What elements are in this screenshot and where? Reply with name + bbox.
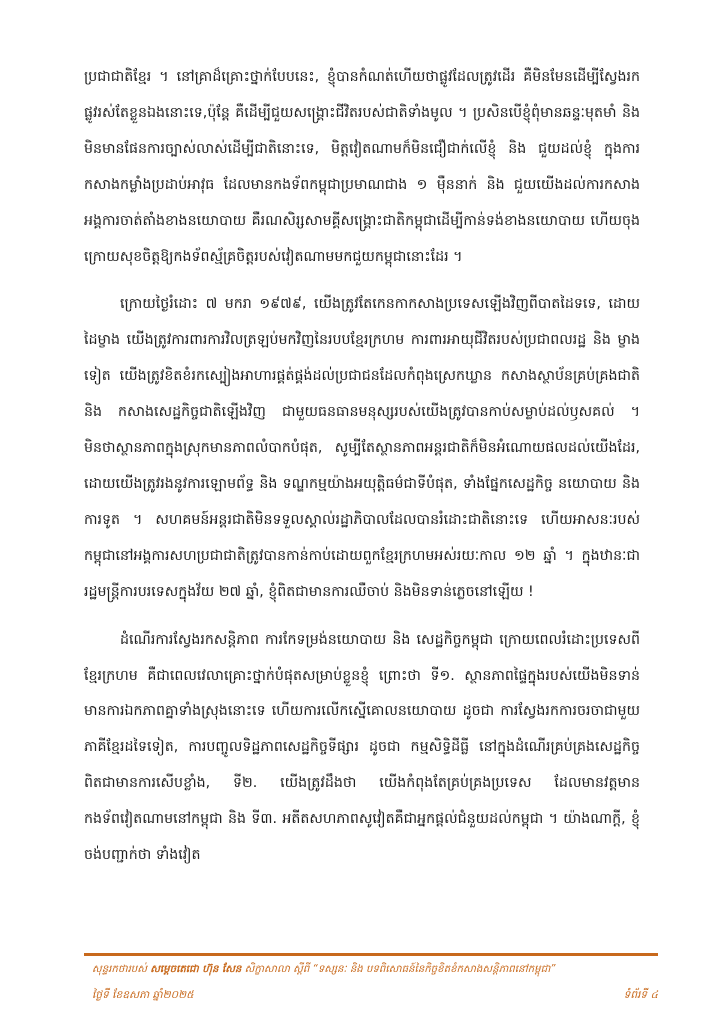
paragraph-3: ដំណើរការស្វែងរកសន្តិភាព ការកែទម្រង់នយោបាយ និង សេដ្ឋកិច្ចកម្ពុជា ក្រោយពេលរំដោះប្រទេសពីខ្មែរក្រហម គឺជាពេលវេលាគ្រោះថ្នាក់បំផុតសម្រាប់ខ្លួនខ្ញុំ ព្រោះថា ទី១. ស្ថានភាពផ្ទៃក្នុងរបស់យើងមិនទាន់មានការឯកភាពគ្នាទាំងស្រុងនោះទេ ហើយការលើកស្នើគោលនយោបាយ ដូចជា ការស្វែងរកការចរចាជាមួយភាគីខ្មែរដទៃទៀត, ការបញ្ចូលទិដ្ឋភាពសេដ្ឋកិច្ចទីផ្សារ ដូចជា កម្មសិទ្ធិដីធ្លី នៅក្នុងដំណើរគ្រប់គ្រងសេដ្ឋកិច្ច ពិតជាមានការសើបខ្លាំង, ទី២. យើងត្រូវដឹងថា យើងកំពុងតែគ្រប់គ្រងប្រទេស ដែលមានវត្តមានកងទ័ពវៀតណាមនៅកម្ពុជា និង ទី៣. អតីតសហភាពសូវៀតគឺជាអ្នកផ្តល់ជំនួយដល់កម្ពុជា ។ យ៉ាងណាក្តី, ខ្ញុំចង់បញ្ជាក់ថា ទាំងវៀត [84, 631, 640, 864]
footer-speaker: សម្តេចតេជោ ហ៊ុន សែន [150, 964, 242, 975]
footer-caption [92, 962, 658, 978]
paragraph-1: ប្រជាជាតិខ្មែរ ។ នៅគ្រាដ៏គ្រោះថ្នាក់បែបនេះ, ខ្ញុំបានកំណត់ហើយថាផ្លូវដែលត្រូវដើរ គឺមិនមែនដើម្បីស្វែងរកផ្លូវរស់តែខ្លួនឯងនោះទេ,ប៉ុន្តែ គឺដើម្បីជួយសង្គ្រោះជីវិតរបស់ជាតិទាំងមូល ។ ប្រសិនបើខ្ញុំពុំមានឆន្ទៈមុតមាំ និងមិនមានផែនការច្បាស់លាស់ដើម្បីជាតិនោះទេ, មិត្តវៀតណាមក៏មិនជឿជាក់លើខ្ញុំ និង ជួយដល់ខ្ញុំ ក្នុងការកសាងកម្លាំងប្រដាប់អាវុធ ដែលមានកងទ័ពកម្ពុជាប្រមាណជាង ១ ម៉ឺននាក់ និង ជួយយើងដល់ការកសាងអង្គការចាត់តាំងខាងនយោបាយ គឺរណសិរ្សសាមគ្គីសង្គ្រោះជាតិកម្ពុជាដើម្បីកាន់ទង់ខាងនយោបាយ ហើយចុងក្រោយសុខចិត្តឱ្យកងទ័ពស្ម័គ្រចិត្តរបស់វៀតណាមមកជួយកម្ពុជានោះដែរ ។ [84, 69, 640, 265]
page-number: ទំព័រទី ៤ [623, 989, 658, 1001]
body-text [84, 60, 640, 886]
footer-divider [84, 953, 658, 956]
footer-meta [92, 986, 658, 1004]
paragraph-2: ក្រោយថ្ងៃរំដោះ ៧ មករា ១៩៧៩, យើងត្រូវតែកេនកាកសាងប្រទេសឡើងវិញពីបាតដៃទទេ, ដោយ ដៃម្ខាង យើងត្រូវការពារការវិលត្រឡប់មកវិញនៃរបបខ្មែរក្រហម ការពារអាយុជីវិតរបស់ប្រជាពលរដ្ឋ និង ម្ខាងទៀត យើងត្រូវខិតខំរកស្បៀងអាហារផ្គត់ផ្គង់ដល់ប្រជាជនដែលកំពុងស្រេកឃ្លាន កសាងស្ថាប័នគ្រប់គ្រងជាតិ និង កសាងសេដ្ឋកិច្ចជាតិឡើងវិញ ជាមួយធនធានមនុស្សរបស់យើងត្រូវបានកាប់សម្លាប់ដល់ឫសគល់ ។ មិនថាស្ថានភាពក្នុងស្រុកមានភាពលំបាកបំផុត, សូម្បីតែស្ថានភាពអន្តរជាតិក៏មិនអំណោយផលដល់យើងដែរ, ដោយយើងត្រូវរងនូវការឡោមព័ទ្ធ និង ទណ្ឌកម្មយ៉ាងអយុត្តិធម៌ជាទីបំផុត, ទាំងផ្នែកសេដ្ឋកិច្ច នយោបាយ និង ការទូត ។ សហគមន៍អន្តរជាតិមិនទទួលស្គាល់រដ្ឋាភិបាលដែលបានរំដោះជាតិនោះទេ ហើយអាសនៈរបស់កម្ពុជានៅអង្គការសហប្រជាជាតិត្រូវបានកាន់កាប់ដោយពួកខ្មែរក្រហមអស់រយៈកាល ១២ ឆ្នាំ ។ ក្នុងឋានៈជារដ្ឋមន្ត្រីការបរទេសក្នុងវ័យ ២៧ ឆ្នាំ, ខ្ញុំពិតជាមានការឈឺចាប់ និងមិនទាន់ភ្លេចនៅឡើយ ! [84, 296, 640, 600]
page-footer [92, 962, 658, 1004]
footer-date: ថ្ងៃទី ខែឧសភា ឆ្នាំ២០២៥ [92, 989, 194, 1001]
footer-suffix: សិក្ខាសាលា ស្តីពី “ទស្សនៈ និង បទពិសោធន៍នៃកិច្ចខិតខំកសាងសន្តិភាពនៅកម្ពុជា” [241, 964, 556, 975]
footer-prefix: សុន្ទរកថារបស់ [92, 964, 151, 975]
